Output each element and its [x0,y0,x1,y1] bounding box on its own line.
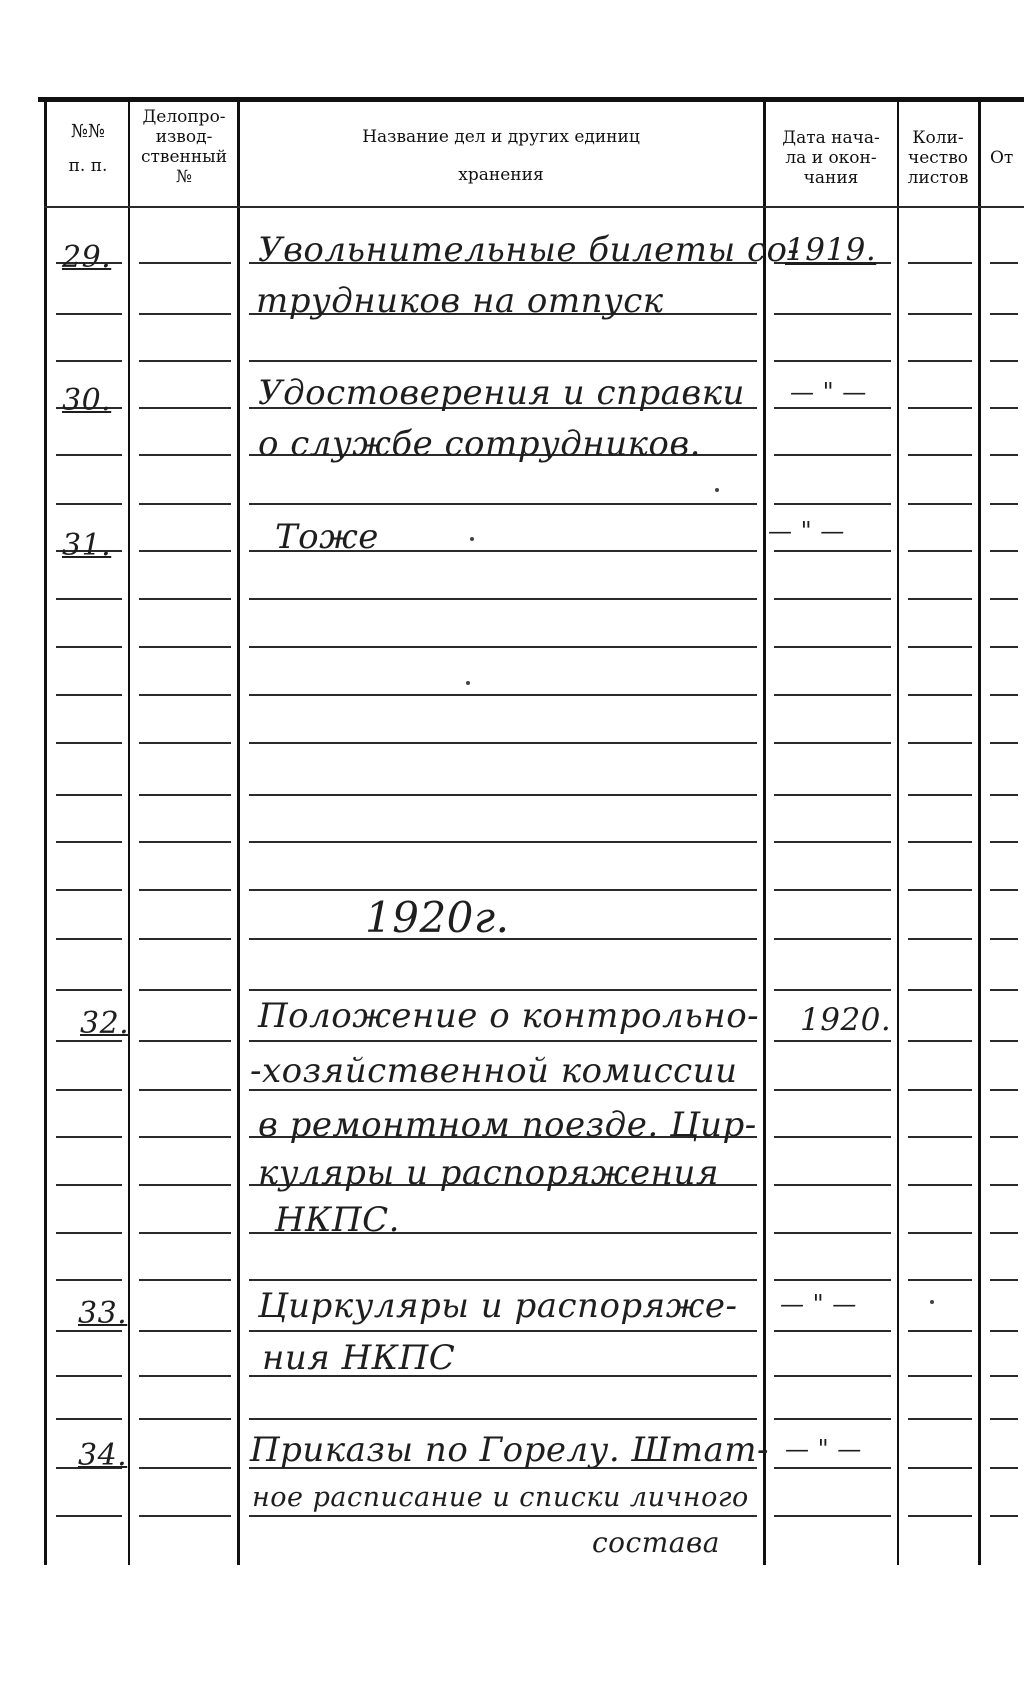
row-rule [139,1375,231,1377]
row-rule [56,794,122,796]
row-rule [56,938,122,940]
row-rule [774,1515,891,1517]
row-rule [990,938,1018,940]
entry-date: — " — [780,1290,857,1318]
row-rule [249,1418,757,1420]
row-rule [990,1232,1018,1234]
row-rule [774,313,891,315]
row-rule [56,1232,122,1234]
row-rule [774,794,891,796]
row-rule [139,1330,231,1332]
row-rule [908,938,972,940]
row-rule [774,598,891,600]
row-rule [139,1279,231,1281]
row-rule [990,407,1018,409]
row-rule [908,1515,972,1517]
row-rule [990,598,1018,600]
row-rule [56,646,122,648]
row-rule [990,360,1018,362]
row-rule [139,1184,231,1186]
row-rule [908,262,972,264]
entry-title-line: о службе сотрудников. [258,424,701,464]
row-rule [139,454,231,456]
row-rule [774,1232,891,1234]
row-rule [139,1089,231,1091]
entry-number: 31. [62,528,112,563]
row-rule [908,889,972,891]
row-rule [56,1515,122,1517]
row-rule [990,262,1018,264]
row-rule [908,1279,972,1281]
entry-number: 29. [62,240,112,275]
row-rule [990,841,1018,843]
row-rule [908,598,972,600]
header-sheets-col: Коли- чество листов [907,128,969,188]
row-rule [249,1330,757,1332]
row-rule [908,360,972,362]
entry-title-line: куляры и распоряжения [258,1153,719,1193]
row-rule [990,1279,1018,1281]
row-rule [249,742,757,744]
row-rule [139,1136,231,1138]
header-bottom-rule [44,206,1024,208]
row-rule [774,1040,891,1042]
row-rule [774,938,891,940]
entry-title-line: НКПС. [275,1200,400,1240]
column-divider-num [128,100,130,1565]
row-rule [774,454,891,456]
row-rule [56,1136,122,1138]
row-rule [990,742,1018,744]
row-rule [56,503,122,505]
row-rule [908,454,972,456]
row-rule [139,742,231,744]
header-office-col: Делопро- извод- ственный № [140,107,228,187]
entry-title-line: -хозяйственной комиссии [250,1051,738,1091]
row-rule [990,313,1018,315]
row-rule [249,694,757,696]
row-rule [774,694,891,696]
row-rule [249,989,757,991]
column-divider-title [763,100,766,1565]
row-rule [56,454,122,456]
row-rule [56,360,122,362]
row-rule [249,889,757,891]
row-rule [56,742,122,744]
row-rule [249,1279,757,1281]
row-rule [774,1418,891,1420]
column-divider-sheets [978,100,981,1565]
row-rule [139,1232,231,1234]
row-rule [139,694,231,696]
row-rule [139,1040,231,1042]
row-rule [990,889,1018,891]
row-rule [774,1467,891,1469]
row-rule [139,598,231,600]
row-rule [139,841,231,843]
row-rule [990,454,1018,456]
row-rule [990,694,1018,696]
row-rule [774,1375,891,1377]
row-rule [908,550,972,552]
row-rule [56,989,122,991]
row-rule [908,1375,972,1377]
row-rule [774,550,891,552]
row-rule [56,1184,122,1186]
entry-title-line: ния НКПС [262,1338,456,1378]
row-rule [908,1330,972,1332]
entry-number: 33. [78,1296,128,1331]
entry-title-line: в ремонтном поезде. Цир- [258,1105,757,1145]
row-rule [908,407,972,409]
row-rule [774,1330,891,1332]
row-rule [774,1136,891,1138]
row-rule [990,1467,1018,1469]
row-rule [990,1040,1018,1042]
entry-title-line: трудников на отпуск [256,281,664,321]
row-rule [908,1467,972,1469]
row-rule [774,1089,891,1091]
entry-title-line: ное расписание и списки личного [252,1482,749,1513]
entry-title-line: Удостоверения и справки [258,373,745,413]
row-rule [908,313,972,315]
row-rule [249,1040,757,1042]
row-rule [139,550,231,552]
column-divider-office [237,100,240,1565]
row-rule [774,360,891,362]
row-rule [249,841,757,843]
row-rule [990,1330,1018,1332]
row-rule [139,1418,231,1420]
row-rule [990,794,1018,796]
row-rule [56,598,122,600]
row-rule [56,1375,122,1377]
top-border [38,97,1024,102]
header-date-col: Дата нача- ла и окон- чания [782,128,880,188]
row-rule [139,503,231,505]
row-rule [139,938,231,940]
row-rule [56,1089,122,1091]
row-rule [774,503,891,505]
entry-date: — " — [768,517,845,545]
row-rule [774,407,891,409]
entry-date: 1920. [800,1002,892,1038]
row-rule [139,313,231,315]
row-rule [908,841,972,843]
entry-number: 30. [62,383,112,418]
row-rule [774,1184,891,1186]
year-heading: 1920г. [365,893,510,942]
row-rule [139,646,231,648]
row-rule [774,889,891,891]
row-rule [908,742,972,744]
row-rule [56,841,122,843]
row-rule [139,889,231,891]
row-rule [56,313,122,315]
row-rule [990,1418,1018,1420]
header-note-col: От [990,148,1014,168]
row-rule [774,742,891,744]
entry-title-line: Тоже [275,517,379,557]
row-rule [990,1515,1018,1517]
row-rule [908,694,972,696]
scan-speck [466,681,470,685]
row-rule [990,646,1018,648]
entry-title-line: Циркуляры и распоряже- [258,1286,738,1326]
row-rule [139,262,231,264]
row-rule [139,989,231,991]
row-rule [249,503,757,505]
entry-date: — " — [790,378,867,406]
row-rule [56,889,122,891]
row-rule [249,794,757,796]
row-rule [56,694,122,696]
row-rule [908,503,972,505]
row-rule [139,1467,231,1469]
scan-speck [715,488,719,492]
entry-number: 34. [78,1438,128,1473]
entry-number: 32. [80,1006,130,1041]
row-rule [139,407,231,409]
header-title-col: Название дел и других единиц хранения [362,127,640,185]
row-rule [990,1089,1018,1091]
row-rule [908,1089,972,1091]
row-rule [908,1040,972,1042]
row-rule [908,1136,972,1138]
row-rule [908,1184,972,1186]
entry-title-line: состава [592,1526,720,1559]
entry-date: 1919. [785,232,877,268]
column-divider-date [897,100,899,1565]
row-rule [990,989,1018,991]
row-rule [56,1279,122,1281]
row-rule [990,1184,1018,1186]
row-rule [249,360,757,362]
column-divider-left [44,100,47,1565]
row-rule [249,646,757,648]
row-rule [990,1136,1018,1138]
row-rule [774,646,891,648]
row-rule [139,360,231,362]
entry-title-line: Приказы по Горелу. Штат- [250,1430,769,1470]
row-rule [908,646,972,648]
row-rule [908,1418,972,1420]
entry-title-line: Увольнительные билеты со- [258,230,800,270]
row-rule [56,1418,122,1420]
row-rule [249,598,757,600]
row-rule [990,550,1018,552]
row-rule [990,1375,1018,1377]
row-rule [139,794,231,796]
row-rule [774,989,891,991]
row-rule [774,841,891,843]
row-rule [774,1279,891,1281]
header-num-col: №№ п. п. [68,121,108,176]
entry-date: — " — [785,1435,862,1463]
scan-speck [470,537,474,541]
row-rule [908,794,972,796]
row-rule [908,1232,972,1234]
row-rule [908,989,972,991]
row-rule [139,1515,231,1517]
entry-title-line: Положение о контрольно- [258,996,760,1036]
row-rule [249,1515,757,1517]
row-rule [990,503,1018,505]
scan-speck [930,1300,934,1304]
